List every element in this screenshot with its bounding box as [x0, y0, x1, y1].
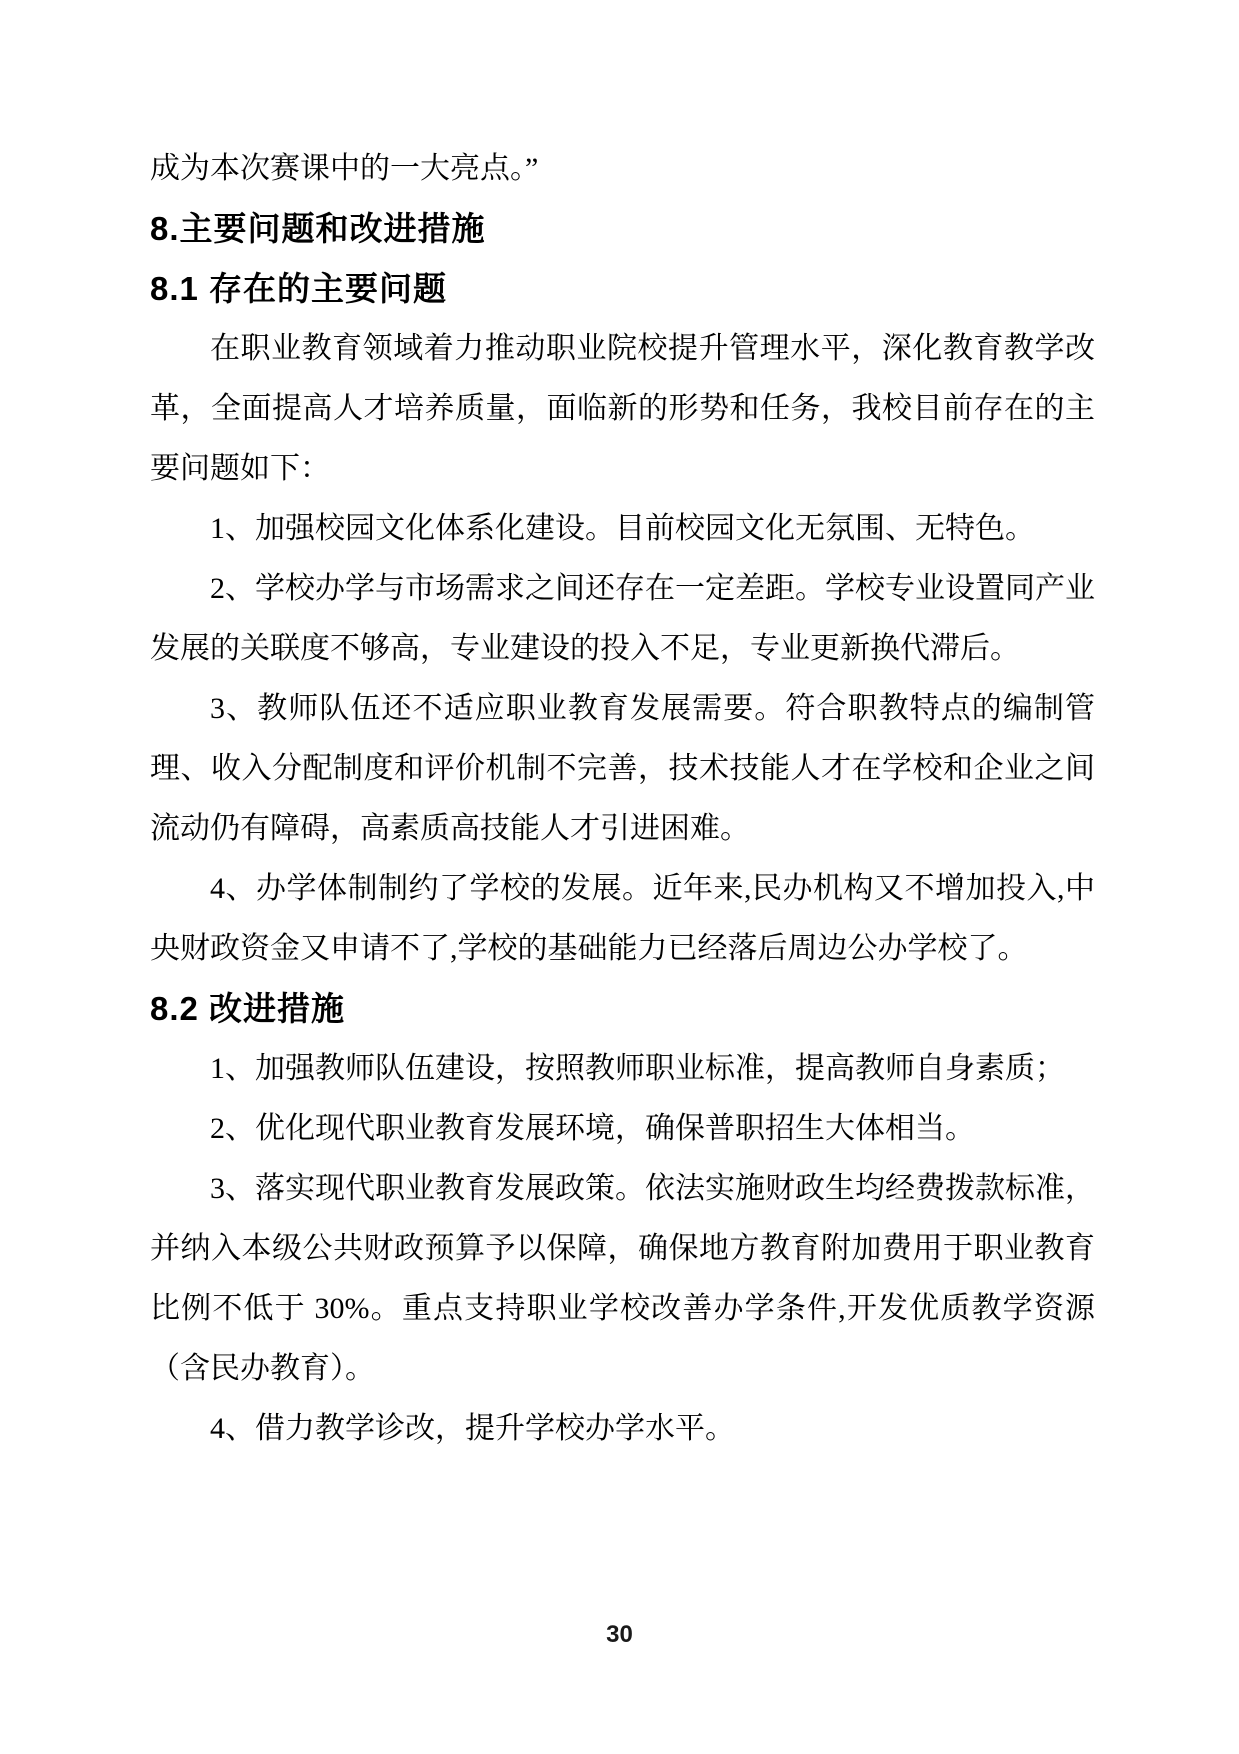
carryover-paragraph: 成为本次赛课中的一大亮点。”: [150, 152, 539, 185]
section-8-2-item-4: 4、借力教学诊改，提升学校办学水平。: [210, 1412, 735, 1445]
section-8-2-item-3: 3、落实现代职业教育发展政策。依法实施财政生均经费拨款标准，并纳入本级公共财政预算予以保障，确保地方教育附加费用于职业教育比例不低于 30%。重点支持职业学校改善办学条件,开发优质教学资源（含民办教育）。: [150, 1172, 1095, 1385]
section-8-1-item-2: 2、学校办学与市场需求之间还存在一定差距。学校专业设置同产业发展的关联度不够高，专业建设的投入不足，专业更新换代滞后。: [150, 572, 1095, 665]
section-8-2-item-2: 2、优化现代职业教育发展环境，确保普职招生大体相当。: [210, 1112, 975, 1145]
heading-section-8-1: 8.1 存在的主要问题: [150, 270, 448, 307]
section-8-1-item-4: 4、办学体制制约了学校的发展。近年来,民办机构又不增加投入,中央财政资金又申请不了,学校的基础能力已经落后周边公办学校了。: [150, 872, 1095, 965]
section-8-1-item-3: 3、教师队伍还不适应职业教育发展需要。符合职教特点的编制管理、收入分配制度和评价机制不完善，技术技能人才在学校和企业之间流动仍有障碍，高素质高技能人才引进困难。: [150, 692, 1095, 845]
section-8-1-item-1: 1、加强校园文化体系化建设。目前校园文化无氛围、无特色。: [210, 512, 1035, 545]
section-8-2-item-1: 1、加强教师队伍建设，按照教师职业标准，提高教师自身素质；: [210, 1052, 1065, 1085]
heading-section-8-2: 8.2 改进措施: [150, 990, 346, 1027]
section-8-1-intro-paragraph: 在职业教育领域着力推动职业院校提升管理水平，深化教育教学改革，全面提高人才培养质量，面临新的形势和任务，我校目前存在的主要问题如下：: [150, 332, 1095, 485]
page-number: 30: [606, 1621, 633, 1648]
heading-section-8: 8.主要问题和改进措施: [150, 210, 486, 247]
